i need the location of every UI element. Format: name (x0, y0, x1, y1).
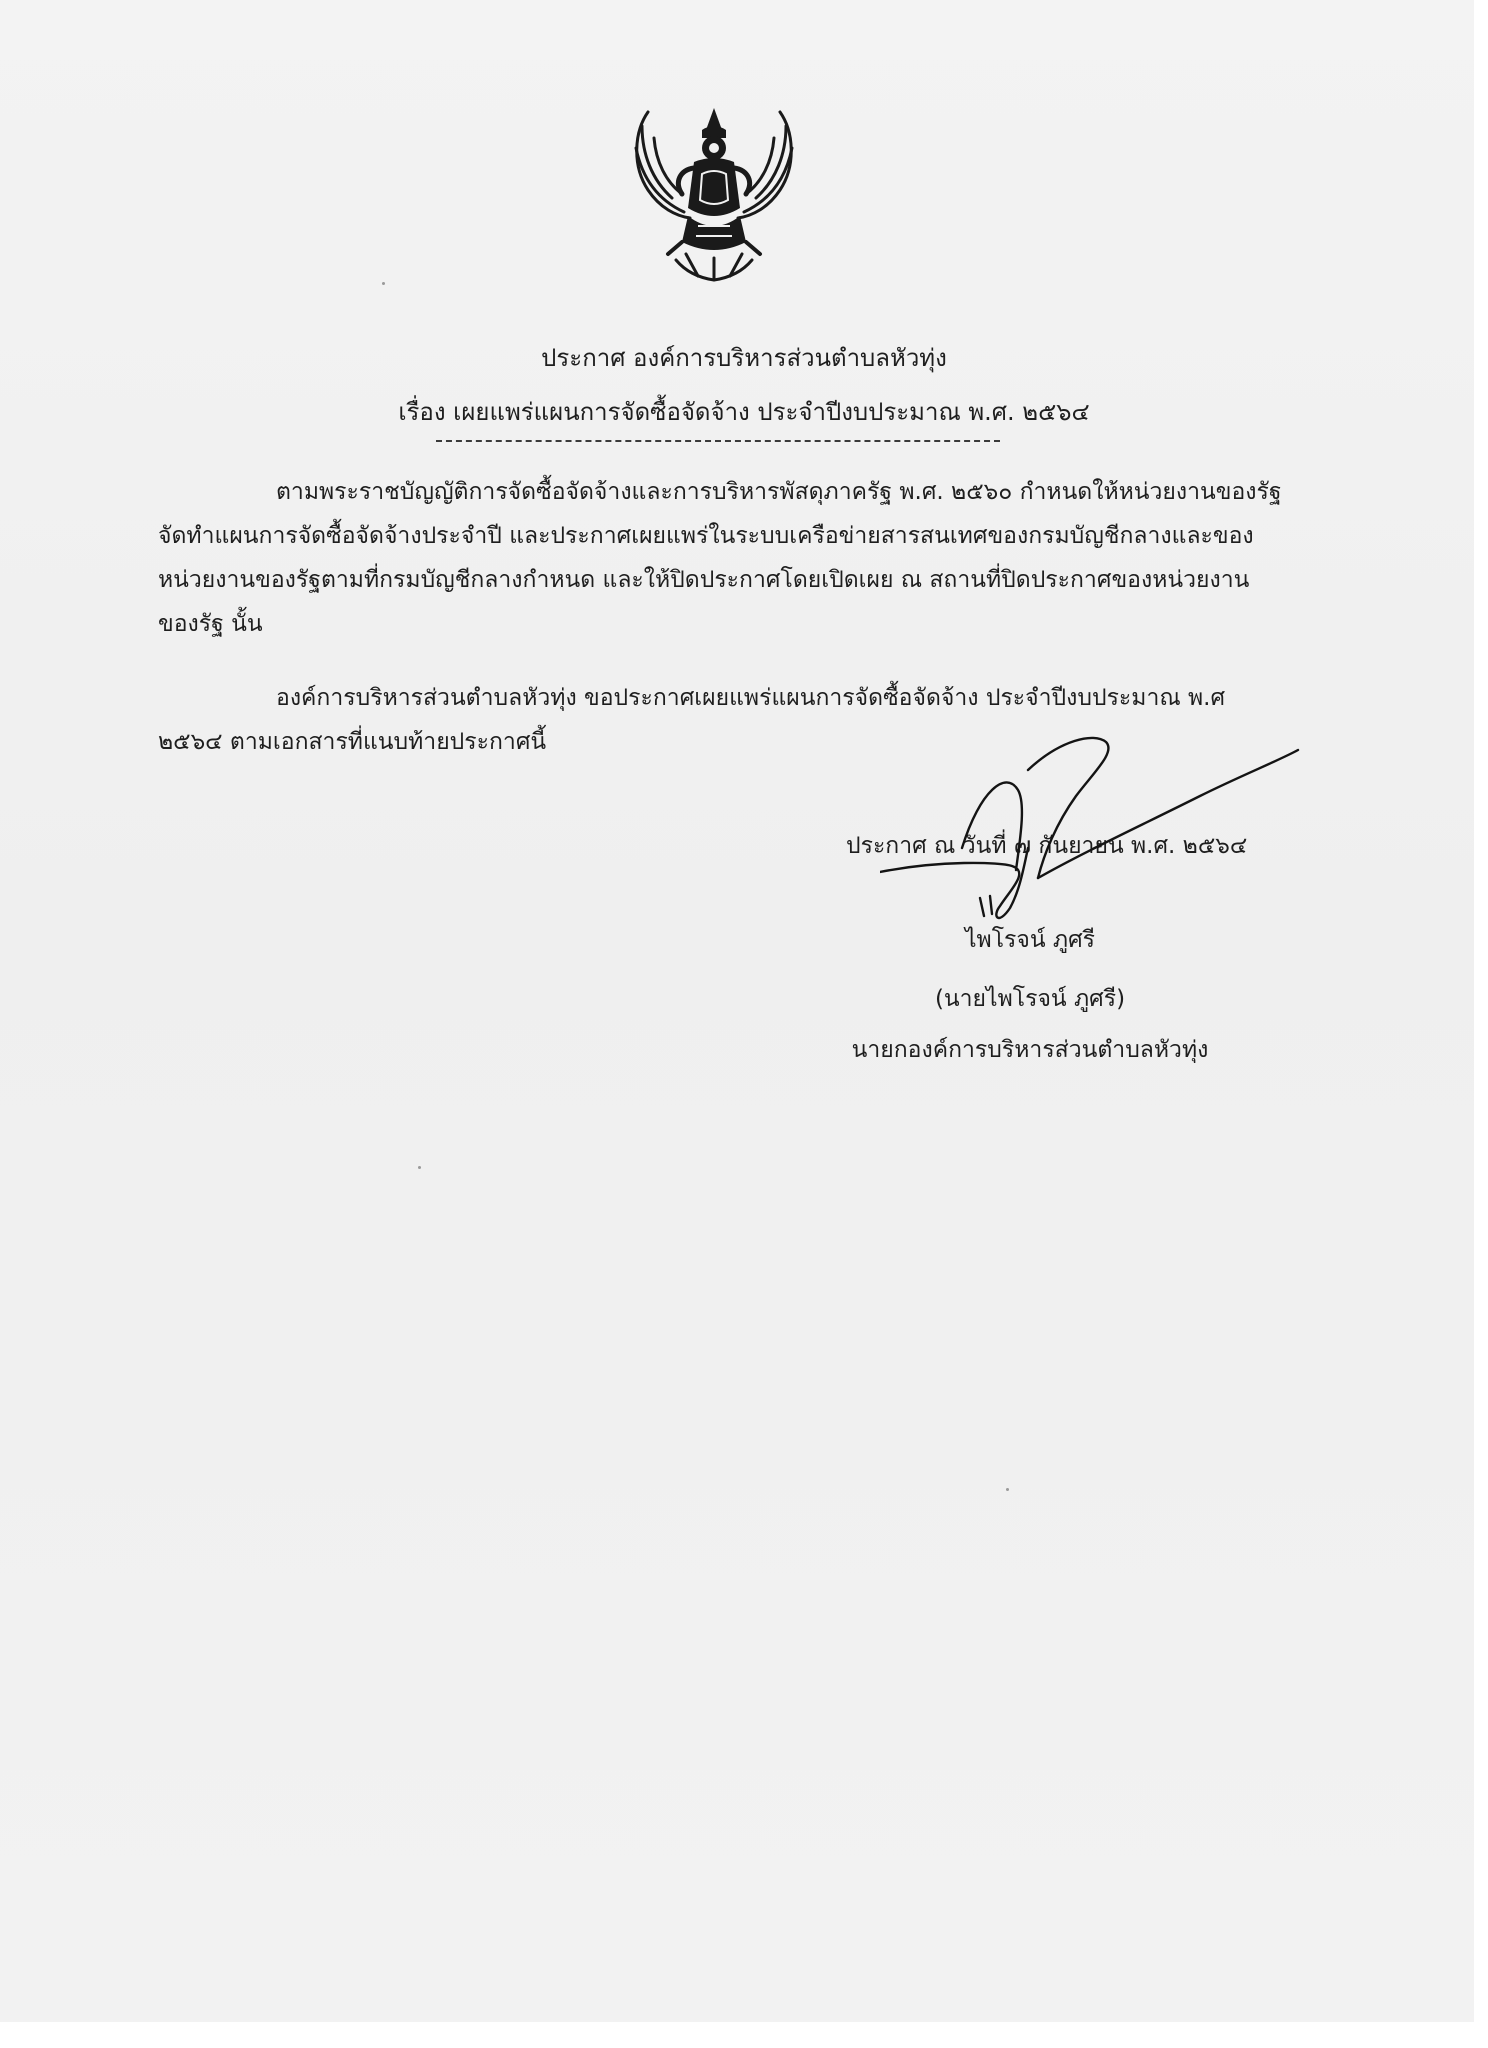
paragraph-2-line: ๒๕๖๔ ตามเอกสารที่แนบท้ายประกาศนี้ (158, 729, 547, 755)
announcement-title: ประกาศ องค์การบริหารส่วนตำบลหัวทุ่ง (541, 344, 947, 372)
paragraph-2-line: องค์การบริหารส่วนตำบลหัวทุ่ง ขอประกาศเผยแพร่แผนการจัดซื้อจัดจ้าง ประจำปีงบประมาณ พ.ศ (276, 685, 1226, 711)
signer-position: นายกองค์การบริหารส่วนตำบลหัวทุ่ง (851, 1037, 1209, 1063)
paragraph-1-line: ของรัฐ นั้น (158, 611, 263, 637)
paragraph-1-line: หน่วยงานของรัฐตามที่กรมบัญชีกลางกำหนด และให้ปิดประกาศโดยเปิดเผย ณ สถานที่ปิดประกาศของหน่วยงาน (158, 567, 1250, 593)
scan-speck (1006, 1488, 1009, 1491)
scan-speck (382, 282, 385, 285)
signer-full-name: (นายไพโรจน์ ภูศรี) (934, 986, 1126, 1012)
body-paragraph-1 (158, 470, 1282, 646)
garuda-emblem-icon (628, 108, 800, 286)
paragraph-1-line: จัดทำแผนการจัดซื้อจัดจ้างประจำปี และประกาศเผยแพร่ในระบบเครือข่ายสารสนเทศของกรมบัญชีกลางและของ (158, 523, 1254, 549)
handwritten-signature (880, 730, 1310, 930)
announcement-date: ประกาศ ณ วันที่ ๗ กันยายน พ.ศ. ๒๕๖๔ (846, 833, 1248, 859)
scan-speck (418, 1166, 421, 1169)
paragraph-1-line: ตามพระราชบัญญัติการจัดซื้อจัดจ้างและการบริหารพัสดุภาครัฐ พ.ศ. ๒๕๖๐ กำหนดให้หน่วยงานของรัฐ (276, 479, 1282, 505)
scan-margin-bottom (0, 2022, 1488, 2048)
signer-short-name: ไพโรจน์ ภูศรี (964, 927, 1096, 953)
scan-margin-right (1474, 0, 1488, 2048)
announcement-subject: เรื่อง เผยแพร่แผนการจัดซื้อจัดจ้าง ประจำปีงบประมาณ พ.ศ. ๒๕๖๔ (398, 398, 1090, 426)
dashed-divider (436, 440, 1000, 442)
